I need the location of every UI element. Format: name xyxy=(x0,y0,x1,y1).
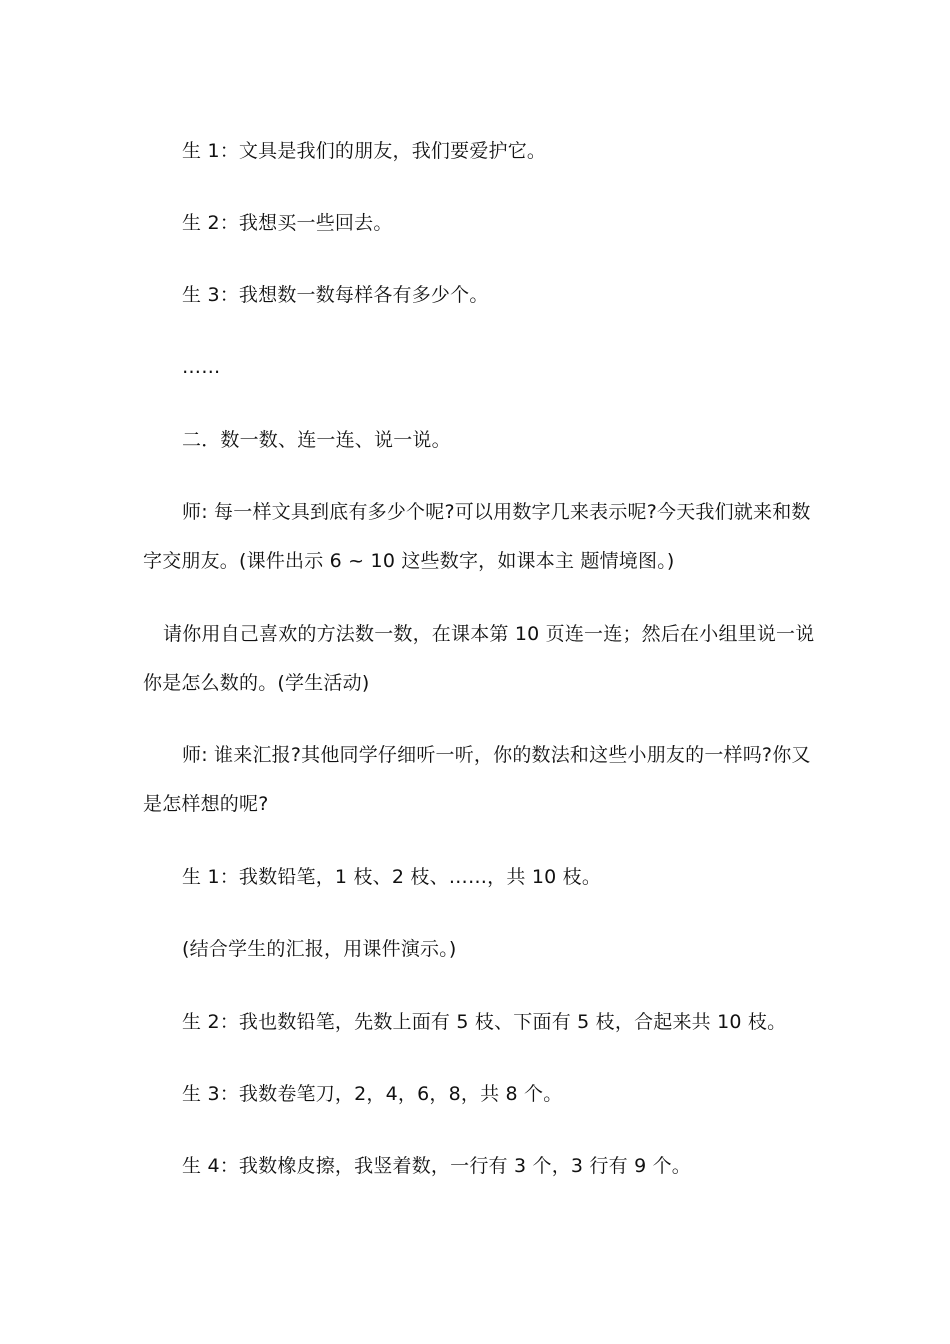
instruction-paragraph-line-1: 请你用自己喜欢的方法数一数，在课本第 10 页连一连；然后在小组里说一说 xyxy=(163,623,815,645)
teacher-paragraph-1-line-2: 字交朋友。(课件出示 6 ~ 10 这些数字，如课本主 题情境图。) xyxy=(143,550,675,572)
dialogue-line-student3-report: 生 3：我数卷笔刀，2，4，6，8，共 8 个。 xyxy=(182,1083,563,1105)
dialogue-line-student3-intro: 生 3：我想数一数每样各有多少个。 xyxy=(182,284,489,306)
instruction-paragraph-line-2: 你是怎么数的。(学生活动) xyxy=(143,672,370,694)
teacher-paragraph-2-line-2: 是怎样想的呢? xyxy=(143,793,269,815)
ellipsis-line: …… xyxy=(182,356,221,378)
dialogue-line-student4-report: 生 4：我数橡皮擦，我竖着数，一行有 3 个，3 行有 9 个。 xyxy=(182,1155,691,1177)
teacher-paragraph-2-line-1: 师: 谁来汇报?其他同学仔细听一听，你的数法和这些小朋友的一样吗?你又 xyxy=(182,744,811,766)
dialogue-line-student1-report: 生 1：我数铅笔，1 枝、2 枝、……，共 10 枝。 xyxy=(182,866,602,888)
teacher-paragraph-1-line-1: 师: 每一样文具到底有多少个呢?可以用数字几来表示呢?今天我们就来和数 xyxy=(182,501,811,523)
dialogue-line-student2-report: 生 2：我也数铅笔，先数上面有 5 枝、下面有 5 枝，合起来共 10 枝。 xyxy=(182,1011,787,1033)
dialogue-line-student2-intro: 生 2：我想买一些回去。 xyxy=(182,212,393,234)
section-heading: 二．数一数、连一连、说一说。 xyxy=(182,429,451,451)
dialogue-line-student1-intro: 生 1：文具是我们的朋友，我们要爱护它。 xyxy=(182,140,547,162)
demo-note-line: (结合学生的汇报，用课件演示。) xyxy=(182,938,457,960)
